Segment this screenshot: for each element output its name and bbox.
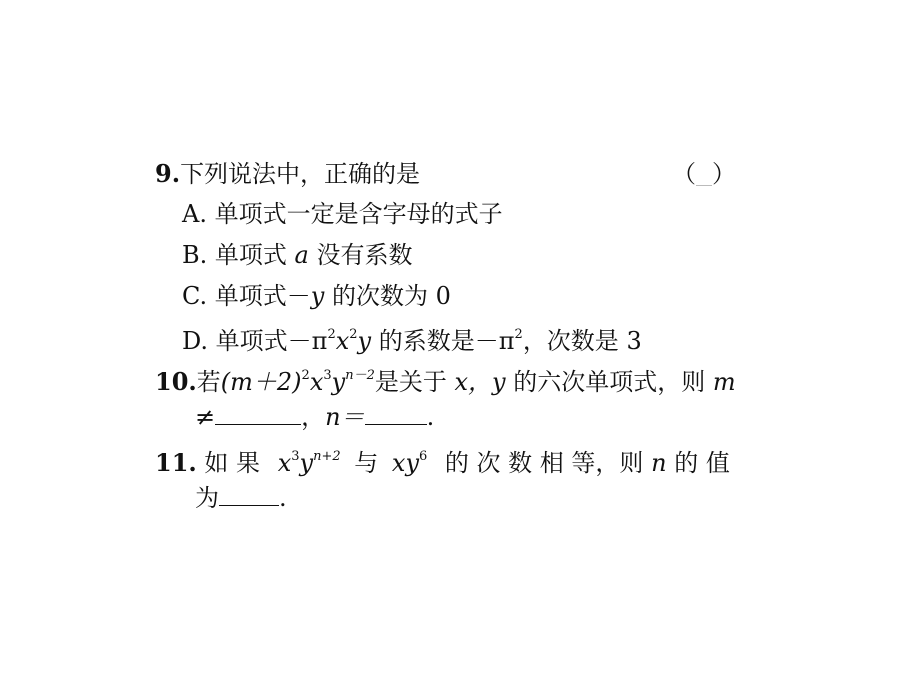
q10-y: y xyxy=(331,368,346,396)
q9-option-c-prefix: 单项式 xyxy=(214,282,287,310)
q10-stem-line xyxy=(155,361,736,397)
q11-end: . xyxy=(279,484,287,512)
q9-bracket-close: ） xyxy=(712,160,736,188)
q11-x-exp: 3 xyxy=(291,449,300,464)
q10-x: x xyxy=(309,368,324,396)
q10-ruo: 若 xyxy=(196,368,221,396)
q10-n-eq: n＝ xyxy=(325,403,365,431)
q11-ruguo: 如 果 xyxy=(204,449,261,477)
q11-n: n xyxy=(651,449,667,477)
q9-option-c-var: y xyxy=(310,282,325,310)
q11-middle: 的 次 数 相 等，则 xyxy=(444,449,644,477)
q9-option-c xyxy=(182,281,451,311)
q10-answer-line xyxy=(195,402,434,432)
q9-option-d xyxy=(182,320,642,356)
q9-stem-line xyxy=(155,159,420,189)
q10-end: . xyxy=(426,403,435,431)
q9-option-b-suffix: 没有系数 xyxy=(316,241,413,269)
q11-suffix: 的 值 xyxy=(674,449,730,477)
q9-option-d-exp1: 2 xyxy=(327,327,336,342)
q11-x: x xyxy=(277,449,292,477)
q9-bracket-open: （ xyxy=(672,160,696,188)
q9-option-d-suffix: ，次数是 3 xyxy=(522,327,642,355)
q9-option-d-y: y xyxy=(357,327,372,355)
q9-answer-bracket[interactable] xyxy=(672,159,736,189)
q9-stem: 下列说法中，正确的是 xyxy=(180,160,421,188)
q10-factor: (m＋2) xyxy=(220,368,302,396)
q9-option-d-pi: π xyxy=(311,327,328,355)
q10-m: m xyxy=(712,368,736,396)
q9-option-c-letter: C. xyxy=(182,282,208,310)
q9-option-d-middle: 的系数是 xyxy=(378,327,475,355)
q9-option-d-exp2: 2 xyxy=(349,327,358,342)
q10-number: 10. xyxy=(155,367,197,396)
q11-xy-exp: 6 xyxy=(419,449,428,464)
q11-answer-line xyxy=(195,483,287,513)
q10-n-blank[interactable] xyxy=(365,406,427,425)
q9-option-d-pi2: π xyxy=(498,327,515,355)
q10-middle: 是关于 xyxy=(374,368,447,396)
q10-neq: ≠ xyxy=(195,403,216,431)
q11-yu: 与 xyxy=(354,449,379,477)
q10-vars: x，y xyxy=(454,368,506,396)
q9-option-b xyxy=(182,240,413,270)
q11-xy: xy xyxy=(391,449,419,477)
q9-option-a-text: 单项式一定是含字母的式子 xyxy=(214,200,503,228)
q11-wei: 为 xyxy=(195,484,219,512)
q9-option-d-x: x xyxy=(335,327,350,355)
q9-option-c-minus: － xyxy=(286,282,311,310)
q11-n-blank[interactable] xyxy=(219,487,279,506)
q9-number: 9. xyxy=(155,159,181,188)
q11-stem-line xyxy=(155,442,730,478)
q9-option-b-var: a xyxy=(294,241,309,269)
q10-y-exp: n－2 xyxy=(345,368,375,383)
q9-option-c-suffix: 的次数为 0 xyxy=(331,282,451,310)
q10-m-blank[interactable] xyxy=(215,406,301,425)
q9-option-b-letter: B. xyxy=(182,241,208,269)
q9-option-d-prefix: 单项式 xyxy=(215,327,288,355)
q10-sep: ， xyxy=(301,403,326,431)
q9-option-d-exp3: 2 xyxy=(514,327,523,342)
q11-number: 11. xyxy=(155,448,197,477)
q9-option-a xyxy=(182,199,503,229)
q10-factor-exp: 2 xyxy=(301,368,310,383)
q11-y-exp: n+2 xyxy=(313,449,341,464)
q11-y: y xyxy=(299,449,314,477)
q9-option-d-minus: － xyxy=(287,327,312,355)
q9-answer-slot[interactable] xyxy=(696,169,712,186)
q9-option-a-letter: A. xyxy=(182,200,207,228)
q9-option-d-letter: D. xyxy=(182,327,209,355)
q10-x-exp: 3 xyxy=(323,368,332,383)
q9-option-d-minus2: － xyxy=(474,327,499,355)
q9-option-b-prefix: 单项式 xyxy=(214,241,287,269)
q10-suffix: 的六次单项式，则 xyxy=(513,368,706,396)
